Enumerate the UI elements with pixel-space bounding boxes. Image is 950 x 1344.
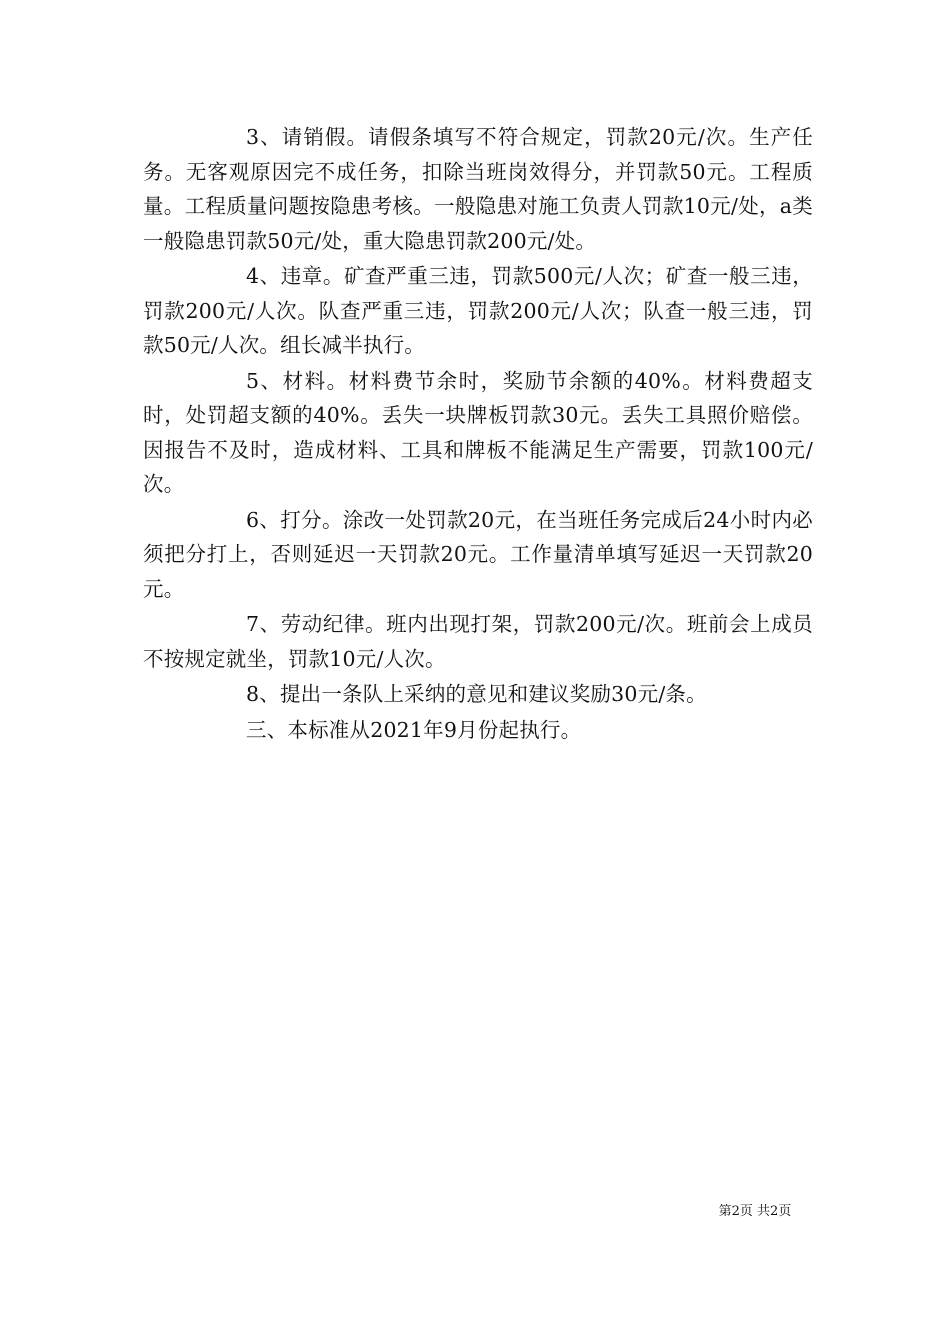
paragraph-materials: 5、材料。材料费节余时，奖励节余额的40%。材料费超支时，处罚超支额的40%。丢失一块牌板罚款30元。丢失工具照价赔偿。因报告不及时，造成材料、工具和牌板不能满足生产需要，罚款100元/次。 — [143, 368, 813, 496]
paragraph-suggestions: 8、提出一条队上采纳的意见和建议奖励30元/条。 — [246, 682, 707, 706]
paragraph-leave-request: 3、请销假。请假条填写不符合规定，罚款20元/次。生产任务。无客观原因完不成任务，扣除当班岗效得分，并罚款50元。工程质量。工程质量问题按隐患考核。一般隐患对施工负责人罚款10元/处，a类一般隐患罚款50元/处，重大隐患罚款200元/处。 — [143, 125, 813, 253]
paragraph-labor-discipline: 7、劳动纪律。班内出现打架，罚款200元/次。班前会上成员不按规定就坐，罚款10元/人次。 — [143, 612, 813, 671]
paragraph-violations: 4、违章。矿查严重三违，罚款500元/人次；矿查一般三违，罚款200元/人次。队查严重三违，罚款200元/人次；队查一般三违，罚款50元/人次。组长减半执行。 — [143, 264, 813, 357]
paragraph-effective-date: 三、本标准从2021年9月份起执行。 — [246, 717, 582, 742]
document-body — [143, 120, 813, 748]
page-number-footer: 第2页 共2页 — [718, 1204, 792, 1219]
paragraph-scoring: 6、打分。涂改一处罚款20元，在当班任务完成后24小时内必须把分打上，否则延迟一天罚款20元。工作量清单填写延迟一天罚款20元。 — [143, 507, 813, 601]
